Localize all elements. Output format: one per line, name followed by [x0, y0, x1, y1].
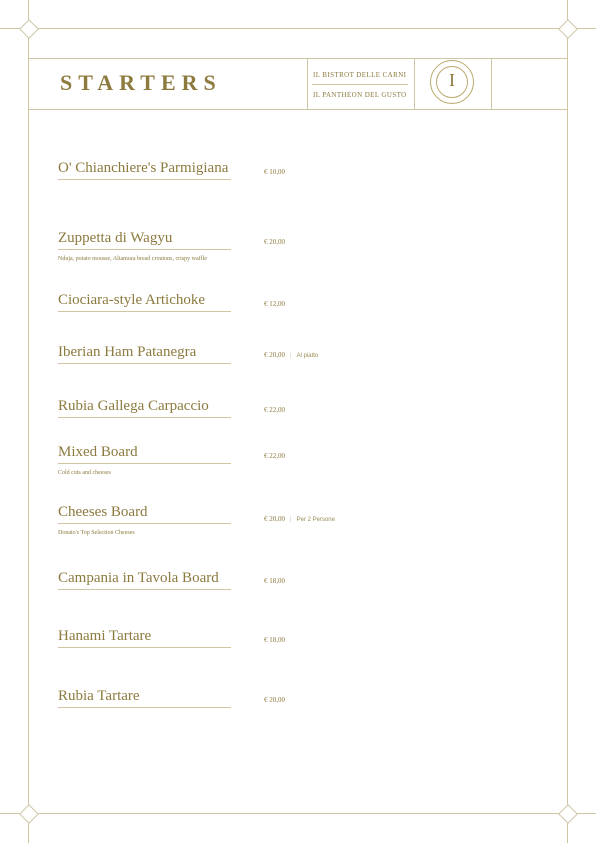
item-underline: [58, 707, 231, 708]
item-price: [264, 406, 285, 414]
item-price: [264, 300, 285, 308]
item-underline: [58, 647, 231, 648]
corner-diamond-top-right: [558, 19, 578, 39]
price-value: € 12,00: [264, 300, 285, 308]
item-price: [264, 168, 285, 176]
page-title: STARTERS: [60, 70, 222, 95]
menu-item: [58, 444, 231, 477]
corner-diamond-bottom-left: [19, 804, 39, 824]
price-value: € 20,00: [264, 515, 285, 523]
item-name: Ciociara-style Artichoke: [58, 292, 206, 308]
item-underline: [58, 179, 231, 180]
restaurant-name-1: IL BISTROT DELLE CARNI: [313, 71, 407, 79]
price-value: € 20,00: [264, 351, 285, 359]
item-name: Zuppetta di Wagyu: [58, 230, 173, 246]
price-value: € 18,00: [264, 577, 285, 585]
restaurant-name-2: IL PANTHEON DEL GUSTO: [313, 91, 407, 99]
price-separator: |: [290, 517, 292, 523]
restaurant-names-divider: [312, 84, 408, 85]
item-name: Iberian Ham Patanegra: [58, 344, 197, 360]
item-price: [264, 351, 318, 359]
price-value: € 18,00: [264, 636, 285, 644]
seal-letter: I: [449, 70, 455, 90]
item-description: Cold cuts and cheeses: [58, 470, 111, 476]
corner-diamond-top-left: [19, 19, 39, 39]
item-name: O' Chianchiere's Parmigiana: [58, 160, 229, 176]
frame-bottom-line: [0, 813, 596, 814]
item-name: Campania in Tavola Board: [58, 570, 219, 586]
item-underline: [58, 589, 231, 590]
item-name: Hanami Tartare: [58, 628, 152, 644]
item-description: Donato's Top Selection Cheeses: [58, 530, 135, 536]
item-description: Nduja, potato mousse, Altamura bread croutons, crispy waffle: [58, 256, 207, 262]
price-value: € 20,00: [264, 238, 285, 246]
item-underline: [58, 311, 231, 312]
serving-note: Per 2 Persone: [296, 517, 335, 523]
restaurant-seal-logo: [430, 60, 474, 104]
page-header: [28, 58, 567, 110]
item-underline: [58, 363, 231, 364]
item-price: [264, 636, 285, 644]
menu-item: [58, 344, 231, 364]
menu-item: [58, 628, 231, 648]
menu-item: [58, 570, 231, 590]
menu-item: [58, 398, 231, 418]
header-end-cell: [491, 58, 568, 110]
frame-left-line: [28, 0, 29, 843]
price-separator: |: [290, 353, 292, 359]
serving-note: Al piatto: [296, 353, 319, 359]
price-value: € 10,00: [264, 168, 285, 176]
item-price: [264, 515, 335, 523]
item-underline: [58, 523, 231, 524]
menu-item: [58, 230, 231, 263]
menu-item: [58, 504, 231, 537]
item-underline: [58, 249, 231, 250]
frame-top-line: [0, 28, 596, 29]
menu-item: [58, 292, 231, 312]
frame-right-line: [567, 0, 568, 843]
restaurant-names-box: [307, 58, 415, 110]
logo-box: [414, 58, 492, 110]
item-price: [264, 238, 285, 246]
item-price: [264, 452, 285, 460]
price-value: € 22,00: [264, 406, 285, 414]
item-name: Cheeses Board: [58, 504, 148, 520]
seal-inner-ring: [436, 66, 468, 98]
item-name: Rubia Tartare: [58, 688, 140, 704]
price-value: € 22,00: [264, 452, 285, 460]
item-name: Mixed Board: [58, 444, 138, 460]
item-price: [264, 577, 285, 585]
item-price: [264, 696, 285, 704]
menu-item: [58, 688, 231, 708]
item-underline: [58, 463, 231, 464]
price-value: € 20,00: [264, 696, 285, 704]
item-underline: [58, 417, 231, 418]
menu-item: [58, 160, 231, 180]
item-name: Rubia Gallega Carpaccio: [58, 398, 209, 414]
corner-diamond-bottom-right: [558, 804, 578, 824]
